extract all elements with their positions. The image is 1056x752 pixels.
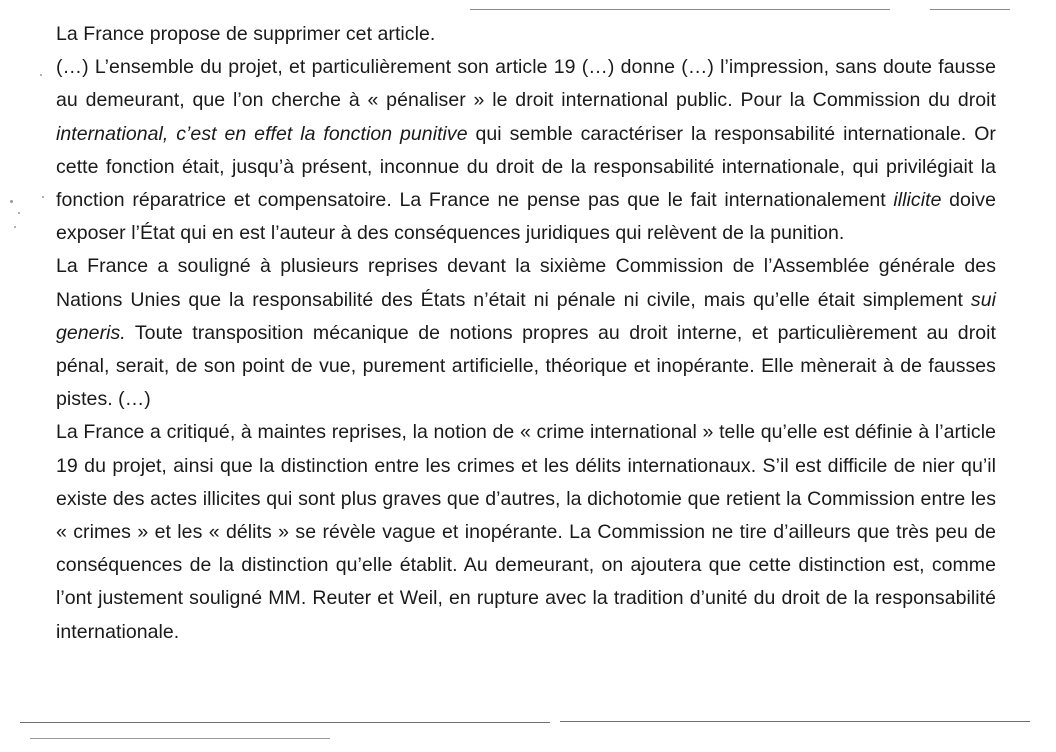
paragraph <box>56 18 996 51</box>
scan-line <box>560 721 1030 722</box>
paragraph-text: doive exposer l’État qui en est l’auteur à des conséquences juridiques qui relèvent de la punition. <box>56 189 996 245</box>
italic-text: sui generis. <box>56 288 996 344</box>
paragraph-text: Toute transposition mécanique de notions propres au droit interne, et particulièrement au droit pénal, serait, de son point de vue, purement artificielle, théorique et inopérante. Elle mènerait à de fausses pistes. (…) <box>56 321 996 411</box>
paragraph <box>56 250 996 416</box>
scan-edge-top <box>0 0 1056 14</box>
scan-speck <box>42 196 44 198</box>
scan-edge-bottom <box>0 712 1056 752</box>
paragraph-text: (…) L’ensemble du projet, et particulièrement son article 19 (…) donne (…) l’impression, sans doute fausse au demeurant, que l’on cherche à « pénaliser » le droit international public. Pour la Commission du droit <box>56 56 996 112</box>
scan-speck <box>18 212 20 214</box>
paragraph <box>56 51 996 250</box>
paragraph-text: qui semble caractériser la responsabilité internationale. Or cette fonction était, jusqu’à présent, inconnue du droit de la responsabilité internationale, qui privilégiait la fonction réparatrice et compensatoire. La France ne pense pas que le fait internationalement <box>56 122 996 212</box>
paragraph-text: La France a critiqué, à maintes reprises, la notion de « crime international » telle qu’elle est définie à l’article 19 du projet, ainsi que la distinction entre les crimes et les délits internationaux. S’il est difficile de nier qu’il existe des actes illicites qui sont plus graves que d’autres, la dichotomie que retient la Commission entre les « crimes » et les « délits » se révèle vague et inopérante. La Commission ne tire d’ailleurs que très peu de conséquences de la distinction qu’elle établit. Au demeurant, on ajoutera que cette distinction est, comme l’ont justement souligné MM. Reuter et Weil, en rupture avec la tradition d’unité du droit de la responsabilité internationale. <box>56 421 996 643</box>
paragraph <box>56 416 996 648</box>
document-body <box>56 18 996 649</box>
scan-speck <box>10 200 13 203</box>
scan-line <box>30 738 330 739</box>
paragraph-text: La France propose de supprimer cet article. <box>56 23 436 45</box>
scan-line <box>930 9 1010 10</box>
italic-text: international, c’est en effet la fonction punitive <box>56 122 468 145</box>
scan-speck <box>14 226 16 228</box>
scan-line <box>20 722 550 723</box>
paragraph-text: La France a souligné à plusieurs reprises devant la sixième Commission de l’Assemblée générale des Nations Unies que la responsabilité des États n’était ni pénale ni civile, mais qu’elle était simplement <box>56 255 996 311</box>
scan-line <box>470 9 890 10</box>
italic-text: illicite <box>893 189 942 212</box>
scan-speck <box>40 74 42 76</box>
